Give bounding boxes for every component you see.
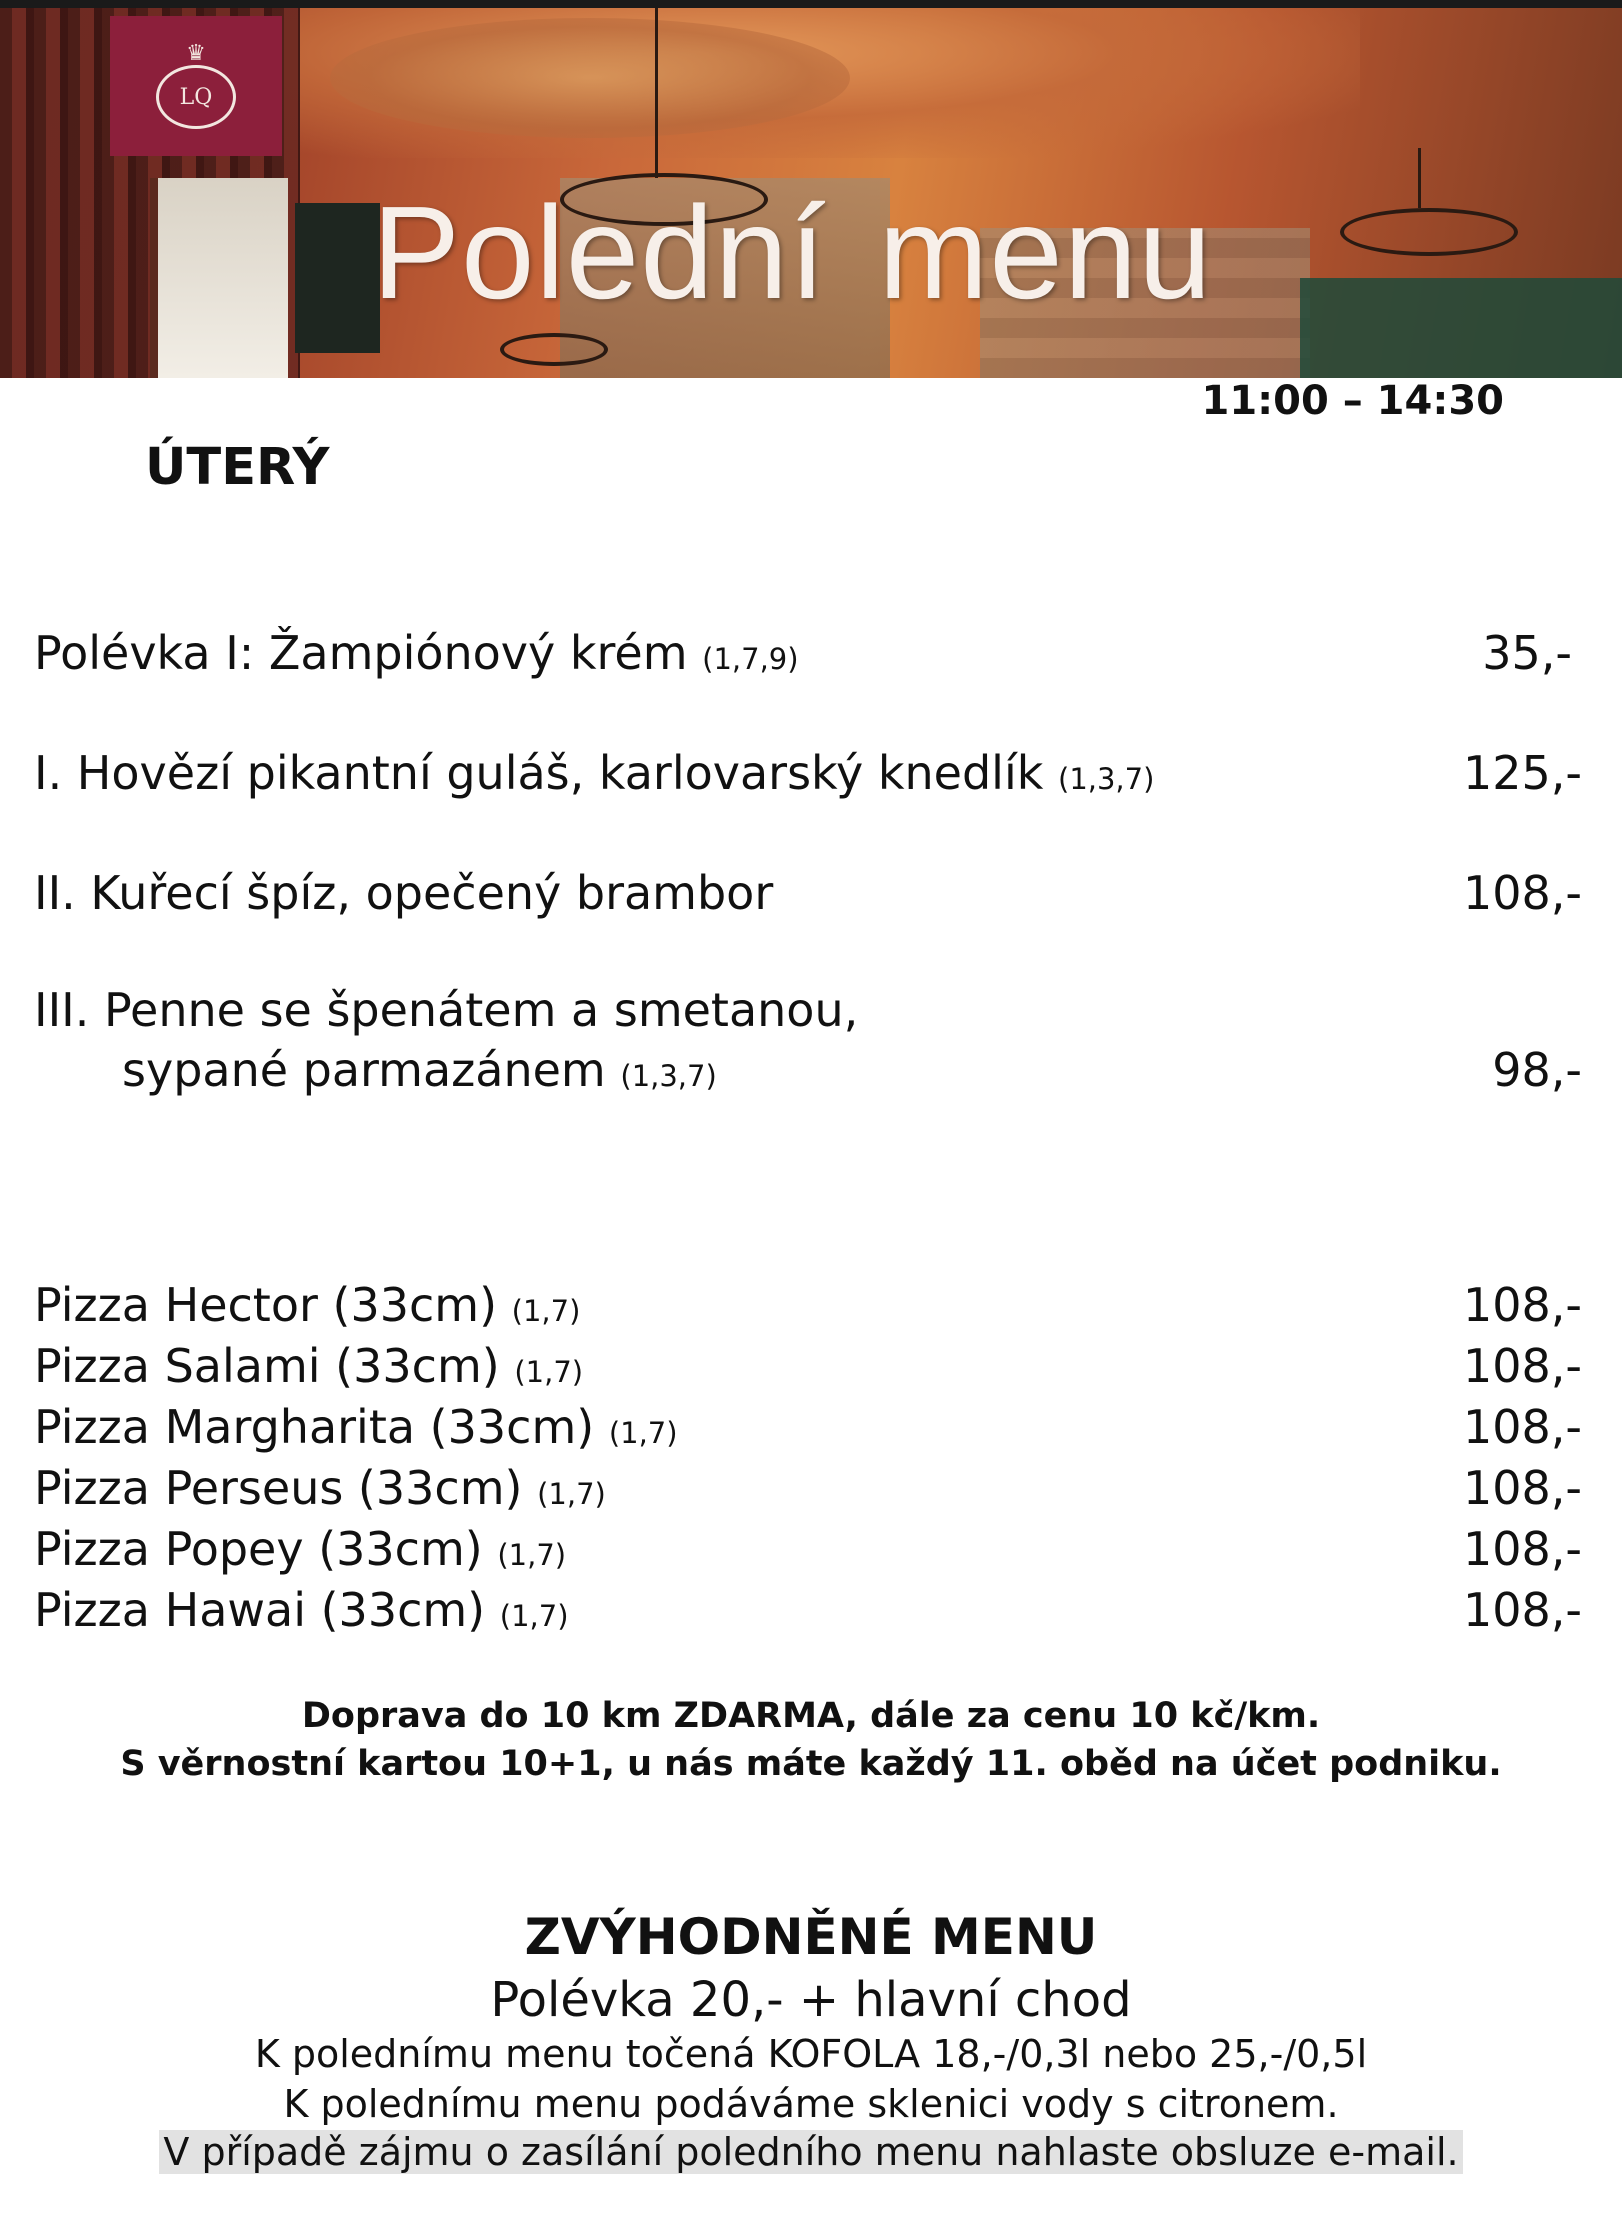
item-price: 98,- bbox=[1492, 1043, 1582, 1097]
item-price: 108,- bbox=[1462, 1583, 1582, 1637]
item-price: 125,- bbox=[1462, 746, 1582, 800]
header-banner bbox=[0, 8, 1622, 378]
crown-icon: ♛ bbox=[186, 41, 206, 66]
item-price: 108,- bbox=[1462, 1278, 1582, 1332]
allergens: (1,7) bbox=[499, 1599, 569, 1633]
item-name: Pizza Popey (33cm) (1,7) bbox=[34, 1522, 567, 1576]
promo-line: K polednímu menu točená KOFOLA 18,-/0,3l nebo 25,-/0,5l bbox=[254, 2032, 1368, 2076]
logo-monogram bbox=[156, 65, 236, 129]
promo-line-highlighted bbox=[0, 2130, 1622, 2174]
promo-line: K polednímu menu podáváme sklenici vody s citronem. bbox=[283, 2082, 1339, 2126]
item-price: 35,- bbox=[1482, 626, 1572, 680]
opening-hours: 11:00 – 14:30 bbox=[1201, 378, 1504, 424]
top-border bbox=[0, 0, 1622, 8]
allergens: (1,7) bbox=[497, 1538, 567, 1572]
item-price: 108,- bbox=[1462, 1522, 1582, 1576]
item-name: Pizza Margharita (33cm) (1,7) bbox=[34, 1400, 678, 1454]
item-name: III. Penne se špenátem a smetanou, bbox=[34, 983, 859, 1037]
item-price: 108,- bbox=[1462, 1400, 1582, 1454]
chandelier-chain bbox=[1418, 148, 1421, 208]
item-name: Pizza Hector (33cm) (1,7) bbox=[34, 1278, 581, 1332]
item-price: 108,- bbox=[1462, 1339, 1582, 1393]
page-title: Polední menu bbox=[372, 179, 1213, 326]
allergens: (1,7) bbox=[511, 1294, 581, 1328]
allergens: (1,7) bbox=[608, 1416, 678, 1450]
item-name: Pizza Perseus (33cm) (1,7) bbox=[34, 1461, 606, 1515]
item-name-line2: sypané parmazánem (1,3,7) bbox=[122, 1043, 717, 1097]
item-price: 108,- bbox=[1462, 1461, 1582, 1515]
allergens: (1,3,7) bbox=[1058, 762, 1155, 796]
item-name: Polévka I: Žampiónový krém (1,7,9) bbox=[34, 626, 799, 680]
delivery-note: Doprava do 10 km ZDARMA, dále za cenu 10 kč/km. bbox=[301, 1696, 1321, 1736]
chalkboard bbox=[295, 203, 380, 353]
allergens: (1,3,7) bbox=[620, 1059, 717, 1093]
email-request-note: V případě zájmu o zasílání poledního menu nahlaste obsluze e-mail. bbox=[159, 2130, 1462, 2174]
green-wall bbox=[1300, 278, 1622, 378]
fresco-painting bbox=[330, 18, 850, 138]
window bbox=[150, 178, 288, 378]
item-price: 108,- bbox=[1462, 866, 1582, 920]
item-name: Pizza Hawai (33cm) (1,7) bbox=[34, 1583, 569, 1637]
chandelier-icon bbox=[500, 333, 608, 366]
allergens: (1,7) bbox=[537, 1477, 606, 1511]
chandelier-icon bbox=[1340, 208, 1518, 256]
allergens: (1,7,9) bbox=[702, 642, 799, 676]
logo-text: LQ bbox=[179, 84, 213, 110]
loyalty-note: S věrnostní kartou 10+1, u nás máte každý 11. oběd na účet podniku. bbox=[120, 1744, 1502, 1784]
promo-title: ZVÝHODNĚNÉ MENU bbox=[524, 1908, 1098, 1966]
restaurant-logo bbox=[110, 16, 282, 156]
item-name: Pizza Salami (33cm) (1,7) bbox=[34, 1339, 584, 1393]
chandelier-chain bbox=[655, 8, 658, 178]
day-of-week: ÚTERÝ bbox=[145, 438, 330, 497]
promo-subtitle: Polévka 20,- + hlavní chod bbox=[490, 1972, 1132, 2028]
item-name: I. Hovězí pikantní guláš, karlovarský knedlík (1,3,7) bbox=[34, 746, 1155, 800]
allergens: (1,7) bbox=[514, 1355, 584, 1389]
item-name: II. Kuřecí špíz, opečený brambor bbox=[34, 866, 774, 920]
